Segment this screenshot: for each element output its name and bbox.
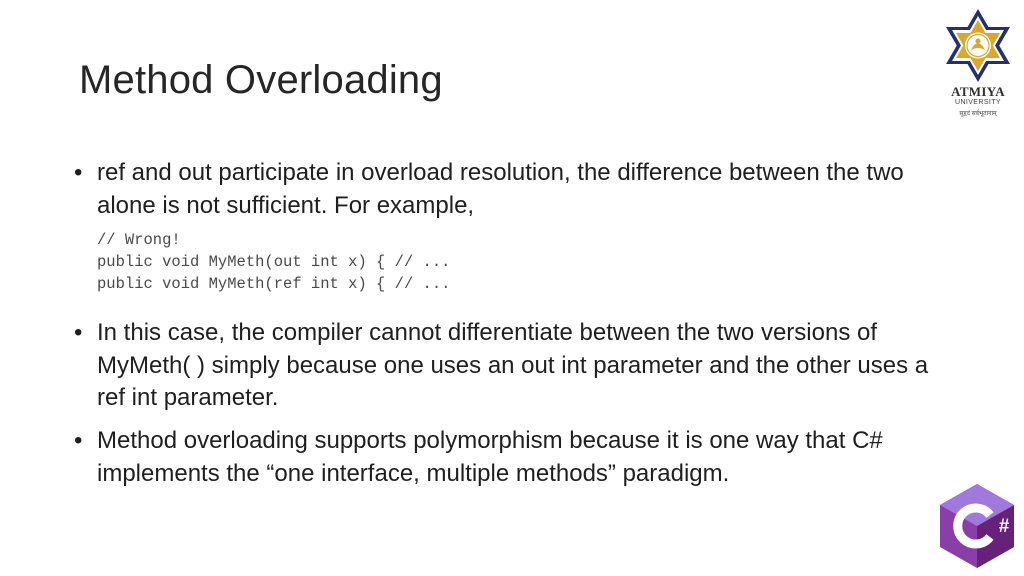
csharp-symbol: # <box>998 516 1010 537</box>
logo-name: ATMIYA <box>951 84 1005 99</box>
bullet-text: In this case, the compiler cannot differentiate between the two versions of MyMeth( ) simply because one uses an out int parameter and the other uses a ref int parameter. <box>97 319 929 411</box>
university-logo <box>940 6 1016 122</box>
slide-title: Method Overloading <box>79 58 443 102</box>
logo-subtitle: UNIVERSITY <box>954 99 1001 106</box>
bullet-marker: • <box>74 159 83 186</box>
csharp-logo <box>938 482 1016 570</box>
bullet-text: ref and out participate in overload resolution, the difference between the two alone is not sufficient. For example, <box>97 159 904 219</box>
csharp-hexagon-icon <box>938 482 1016 570</box>
code-line: public void MyMeth(ref int x) { // ... <box>97 275 451 293</box>
star-emblem-icon <box>940 6 1016 84</box>
bullet-text: Method overloading supports polymorphism because it is one way that C# implements the “one interface, multiple methods” paradigm. <box>97 427 883 487</box>
code-example <box>97 229 450 295</box>
logo-motto: सुहृदं सर्वभूतानाम् <box>959 111 997 117</box>
bullet-marker: • <box>74 319 83 346</box>
bullet-marker: • <box>74 427 83 454</box>
bullet-item <box>72 157 952 222</box>
code-line: // Wrong! <box>97 231 181 249</box>
bullet-item <box>72 425 952 490</box>
bullet-item <box>72 317 952 415</box>
code-line: public void MyMeth(out int x) { // ... <box>97 253 451 271</box>
